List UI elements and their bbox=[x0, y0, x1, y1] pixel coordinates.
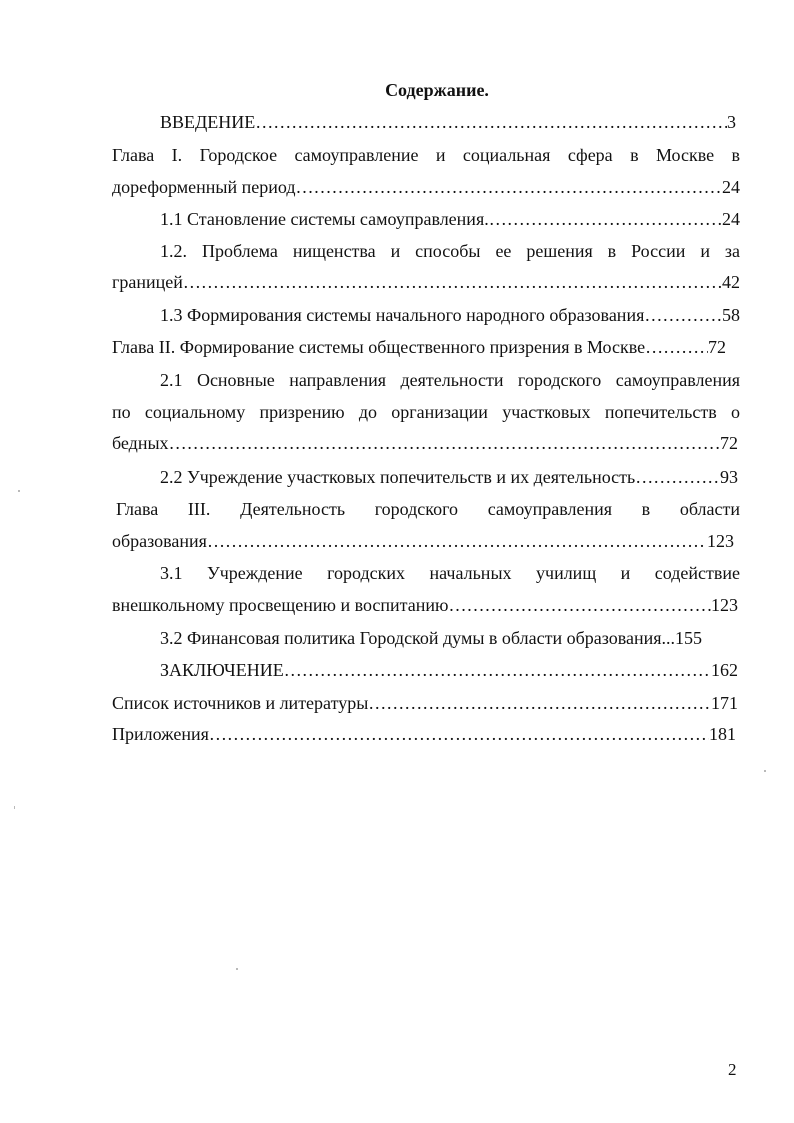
toc-label: бедных bbox=[112, 433, 169, 453]
toc-entry-section-1-3[interactable] bbox=[160, 304, 740, 326]
toc-entry-chapter-3-line2[interactable] bbox=[112, 530, 734, 552]
leader-dots bbox=[169, 432, 720, 454]
toc-label: Глава II. Формирование системы общественного призрения в Москве bbox=[112, 337, 646, 357]
toc-page: 72 bbox=[720, 433, 738, 453]
leader-dots bbox=[489, 208, 722, 230]
toc-entry-chapter-1-line1[interactable]: Глава I. Городское самоуправление и социальная сфера в Москве в bbox=[112, 145, 740, 165]
leader-dots bbox=[207, 530, 707, 552]
toc-label: внешкольному просвещению и воспитанию bbox=[112, 595, 449, 615]
leader-dots bbox=[635, 466, 720, 488]
toc-label: границей bbox=[112, 272, 183, 292]
toc-page: 72 bbox=[708, 337, 726, 357]
scan-speck bbox=[18, 490, 20, 492]
toc-label: Приложения bbox=[112, 724, 209, 744]
toc-entry-section-2-2[interactable] bbox=[160, 466, 738, 488]
toc-entry-sources[interactable] bbox=[112, 692, 738, 714]
leader-dots bbox=[255, 111, 727, 133]
toc-page: 58 bbox=[722, 305, 740, 325]
toc-page: 24 bbox=[722, 177, 740, 197]
leader-dots bbox=[209, 723, 709, 745]
toc-entry-chapter-1-line2[interactable] bbox=[112, 176, 740, 198]
toc-page: 181 bbox=[709, 724, 736, 744]
leader-dots bbox=[644, 304, 722, 326]
leader-dots bbox=[183, 271, 722, 293]
toc-page: 42 bbox=[722, 272, 740, 292]
toc-entry-section-1-2-line2[interactable] bbox=[112, 271, 740, 293]
toc-label: 1.1 Становление системы самоуправления. bbox=[160, 209, 489, 229]
toc-label: дореформенный период bbox=[112, 177, 296, 197]
toc-entry-section-1-2-line1[interactable]: 1.2. Проблема нищенства и способы ее решения в России и за bbox=[160, 241, 740, 261]
leader-dots bbox=[448, 594, 711, 616]
toc-page: 155 bbox=[675, 628, 703, 648]
toc-page: 162 bbox=[711, 660, 738, 680]
page-number: 2 bbox=[728, 1060, 737, 1079]
toc-entry-appendix[interactable] bbox=[112, 723, 736, 745]
toc-page: 171 bbox=[711, 693, 738, 713]
toc-label: 1.3 Формирования системы начального народного образования bbox=[160, 305, 645, 325]
leader-dots bbox=[296, 176, 722, 198]
toc-page: 24 bbox=[722, 209, 740, 229]
page-title: Содержание. bbox=[385, 80, 489, 100]
scan-speck bbox=[14, 806, 15, 809]
toc-label: ЗАКЛЮЧЕНИЕ bbox=[160, 660, 284, 680]
toc-entry-section-3-2[interactable] bbox=[160, 627, 738, 649]
toc-entry-section-1-1[interactable] bbox=[160, 208, 740, 230]
toc-entry-section-2-1-line2[interactable]: по социальному призрению до организации участковых попечительств о bbox=[112, 402, 740, 422]
toc-entry-section-2-1-line3[interactable] bbox=[112, 432, 738, 454]
toc-label: ВВЕДЕНИЕ bbox=[160, 112, 256, 132]
toc-label: 2.2 Учреждение участковых попечительств и их деятельность bbox=[160, 467, 636, 487]
leader-dots bbox=[645, 336, 708, 358]
toc-page: 123 bbox=[711, 595, 738, 615]
toc-label: образования bbox=[112, 531, 207, 551]
toc-entry-chapter-2[interactable] bbox=[112, 336, 726, 358]
toc-entry-section-3-1-line2[interactable] bbox=[112, 594, 738, 616]
scan-speck bbox=[764, 770, 766, 772]
toc-page: 123 bbox=[707, 531, 734, 551]
scan-speck bbox=[236, 968, 238, 970]
toc-page: 93 bbox=[720, 467, 738, 487]
toc-entry-chapter-3-line1[interactable]: Глава III. Деятельность городского самоуправления в области bbox=[116, 499, 740, 519]
leader-dots bbox=[368, 692, 711, 714]
toc-page: 3 bbox=[727, 112, 736, 132]
leader-dots bbox=[284, 659, 711, 681]
toc-label: 3.2 Финансовая политика Городской думы в области образования... bbox=[160, 628, 676, 648]
toc-entry-section-2-1-line1[interactable]: 2.1 Основные направления деятельности городского самоуправления bbox=[160, 370, 740, 390]
toc-entry-section-3-1-line1[interactable]: 3.1 Учреждение городских начальных училищ и содействие bbox=[160, 563, 740, 583]
toc-label: Список источников и литературы bbox=[112, 693, 369, 713]
toc-entry-conclusion[interactable] bbox=[160, 659, 738, 681]
toc-entry-introduction[interactable] bbox=[160, 111, 736, 133]
